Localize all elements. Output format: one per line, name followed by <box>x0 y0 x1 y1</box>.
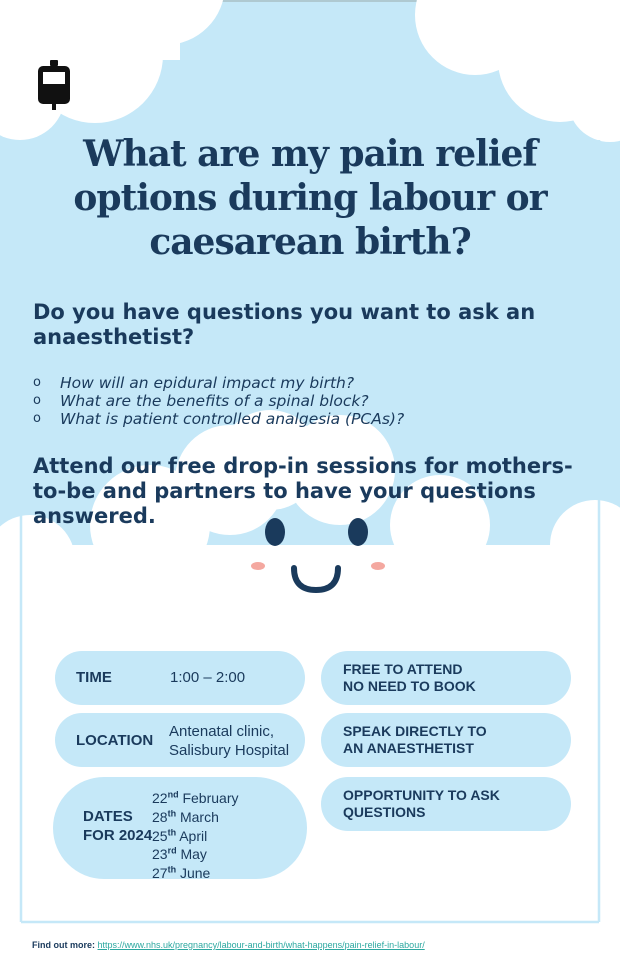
dates-label-line-2: FOR 2024 <box>83 827 153 844</box>
location-label: LOCATION <box>76 732 154 749</box>
dates-label-line-1: DATES <box>83 808 133 825</box>
dates-pill <box>53 777 307 882</box>
dates-label <box>83 807 152 845</box>
questions-list <box>33 374 593 428</box>
location-line-1: Antenatal clinic, <box>169 723 275 740</box>
opportunity-pill <box>321 777 571 831</box>
iv-drip-bag-icon <box>38 60 70 110</box>
speak-line-1: SPEAK DIRECTLY TO <box>343 723 487 739</box>
location-line-2: Salisbury Hospital <box>169 742 290 759</box>
right-cheek <box>371 562 385 570</box>
footer-label: Find out more: <box>32 940 95 950</box>
date-item: 25th April <box>152 826 208 844</box>
date-item: 28th March <box>152 808 219 825</box>
left-cheek <box>251 562 265 570</box>
page-title: What are my pain relief options during labour or caesarean birth? <box>73 133 547 263</box>
speak-directly-text <box>343 723 487 757</box>
questions-heading: Do you have questions you want to ask an anaesthetist? <box>33 300 536 349</box>
attend-sessions-text: Attend our free drop-in sessions for mothers-to-be and partners to have your questions answered. <box>33 454 573 528</box>
question-text: What are the benefits of a spinal block? <box>60 392 369 410</box>
list-item <box>33 374 593 392</box>
question-text: How will an epidural impact my birth? <box>60 374 355 392</box>
question-text: What is patient controlled analgesia (PCAs)? <box>60 410 405 428</box>
opportunity-text <box>343 787 500 821</box>
speak-directly-pill <box>321 713 571 767</box>
dates-list <box>152 789 239 883</box>
free-to-attend-pill <box>321 651 571 705</box>
time-value: 1:00 – 2:00 <box>170 669 246 686</box>
speak-line-2: AN ANAESTHETIST <box>343 740 474 756</box>
list-item <box>33 392 593 410</box>
location-value <box>169 722 289 760</box>
list-item <box>33 410 593 428</box>
free-to-attend-text <box>343 661 476 695</box>
location-pill <box>55 713 305 767</box>
footer <box>32 940 425 950</box>
bullet-icon: o <box>33 375 41 390</box>
time-label: TIME <box>76 669 112 686</box>
free-line-1: FREE TO ATTEND <box>343 661 463 677</box>
time-pill <box>55 651 305 705</box>
opportunity-line-2: QUESTIONS <box>343 804 426 820</box>
date-item: 23rd May <box>152 845 207 863</box>
footer-link[interactable]: https://www.nhs.uk/pregnancy/labour-and-birth/what-happens/pain-relief-in-labour/ <box>97 940 425 950</box>
free-line-2: NO NEED TO BOOK <box>343 678 476 694</box>
bullet-icon: o <box>33 393 41 408</box>
opportunity-line-1: OPPORTUNITY TO ASK <box>343 787 500 803</box>
date-item: 27th June <box>152 864 211 882</box>
date-item: 22nd February <box>152 789 239 806</box>
bullet-icon: o <box>33 411 41 426</box>
